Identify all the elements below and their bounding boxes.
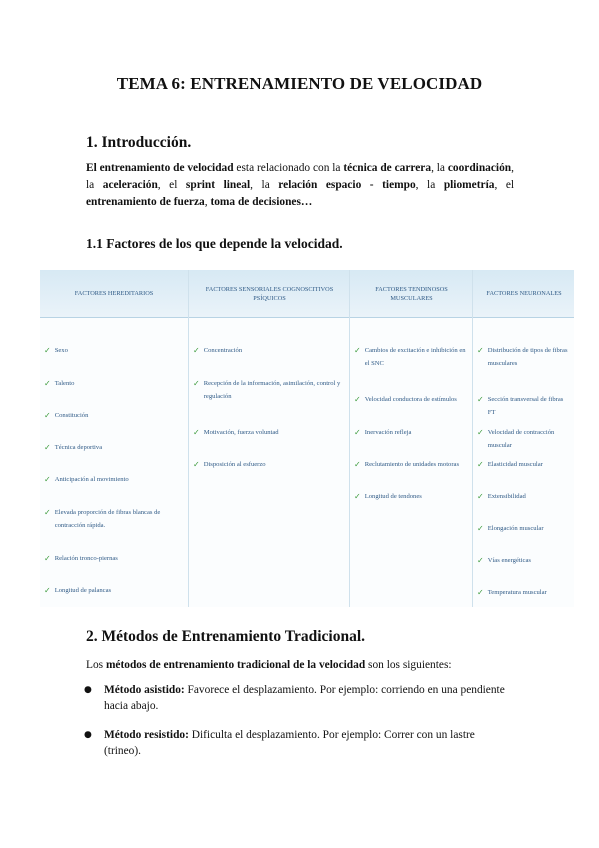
checkmark-icon: ✓ [477, 588, 484, 597]
factor-item-label: Extensibilidad [487, 493, 526, 500]
factor-item-label: Sección transversal de fibras FT [487, 396, 564, 416]
factor-item [193, 344, 346, 357]
factor-item-label: Talento [54, 380, 75, 387]
method-description: Favorece el desplazamiento. Por ejemplo: corriendo en una pendiente hacia abajo. [104, 684, 505, 712]
factor-item-label: Constitución [54, 412, 89, 419]
section-heading-introduction: 1. Introducción. [86, 134, 192, 151]
checkmark-icon: ✓ [44, 508, 51, 517]
method-label: Método asistido: [104, 684, 185, 696]
checkmark-icon: ✓ [477, 460, 484, 469]
checkmark-icon: ✓ [44, 379, 51, 388]
method-list-item [84, 727, 514, 759]
method-description: Dificulta el desplazamiento. Por ejemplo: Correr con un lastre (trineo). [104, 729, 475, 757]
factor-item-label: Temperatura muscular [487, 589, 547, 596]
factor-item-label: Concentración [203, 347, 243, 354]
text-run: , la [415, 179, 444, 191]
factor-item [477, 522, 571, 535]
factor-item [354, 344, 469, 370]
factor-item-label: Longitud de palancas [54, 587, 112, 594]
checkmark-icon: ✓ [44, 443, 51, 452]
factors-column [472, 270, 575, 607]
checkmark-icon: ✓ [477, 428, 484, 437]
checkmark-icon: ✓ [477, 556, 484, 565]
factors-table [40, 270, 574, 607]
bullet-icon: ● [84, 685, 92, 695]
bold-text-run: entrenamiento de fuerza [86, 196, 205, 208]
factor-item [193, 426, 346, 439]
factor-item [44, 409, 184, 422]
factor-item-label: Elevada proporción de fibras blancas de contracción rápida. [54, 509, 161, 529]
checkmark-icon: ✓ [193, 460, 200, 469]
factor-item [354, 426, 469, 439]
factor-item [44, 344, 184, 357]
bold-text-run: aceleración [102, 179, 158, 191]
checkmark-icon: ✓ [193, 428, 200, 437]
factor-item [44, 506, 184, 532]
checkmark-icon: ✓ [44, 411, 51, 420]
factor-item [44, 377, 184, 390]
document-title: TEMA 6: ENTRENAMIENTO DE VELOCIDAD [116, 74, 483, 93]
checkmark-icon: ✓ [354, 460, 361, 469]
factor-item [193, 377, 346, 403]
factor-item-label: Velocidad conductora de estímulos [364, 396, 457, 403]
checkmark-icon: ✓ [44, 475, 51, 484]
factor-item-label: Recepción de la información, asimilación, control y regulación [203, 380, 341, 400]
text-run: , [204, 196, 211, 208]
factor-item [354, 490, 469, 503]
checkmark-icon: ✓ [354, 492, 361, 501]
factor-item [354, 458, 469, 471]
factor-item [477, 426, 571, 452]
factor-item-label: Sexo [54, 347, 68, 354]
factor-item-label: Anticipación al movimiento [54, 476, 129, 483]
factor-item [193, 458, 346, 471]
factor-item-label: Reclutamiento de unidades motoras [364, 461, 460, 468]
text-run: esta relacionado con la [233, 162, 344, 174]
factor-item [44, 473, 184, 486]
text-run: , la [86, 162, 514, 191]
factor-item-label: Cambios de excitación e inhibición en el SNC [364, 347, 466, 367]
factors-column [188, 270, 350, 607]
factor-item [477, 393, 571, 419]
bold-text-run: El entrenamiento de velocidad [86, 162, 234, 174]
factor-item [477, 554, 571, 567]
section-heading-methods: 2. Métodos de Entrenamiento Tradicional. [86, 628, 365, 645]
text-run: Los [86, 659, 106, 671]
checkmark-icon: ✓ [477, 346, 484, 355]
bold-text-run: técnica de carrera [343, 162, 432, 174]
factor-item [477, 490, 571, 503]
bold-text-run: métodos de entrenamiento tradicional de la velocidad [105, 659, 366, 671]
method-label: Método resistido: [104, 729, 189, 741]
checkmark-icon: ✓ [477, 524, 484, 533]
factor-item [44, 552, 184, 565]
factor-item-label: Velocidad de contracción muscular [487, 429, 555, 449]
methods-intro-paragraph [86, 657, 514, 674]
text-run: , la [250, 179, 279, 191]
factor-item-label: Longitud de tendones [364, 493, 422, 500]
factor-item-label: Elongación muscular [487, 525, 544, 532]
bold-text-run: coordinación [447, 162, 512, 174]
factor-item [44, 584, 184, 597]
factor-item [354, 393, 469, 406]
section-heading-factors: 1.1 Factores de los que depende la velocidad. [86, 236, 343, 251]
checkmark-icon: ✓ [354, 428, 361, 437]
factor-item-label: Distribución de tipos de fibras musculares [487, 347, 568, 367]
text-run: , el [157, 179, 186, 191]
factors-column [349, 270, 473, 607]
factor-item-label: Vías energéticas [487, 557, 531, 564]
checkmark-icon: ✓ [354, 346, 361, 355]
bold-text-run: toma de decisiones… [210, 196, 313, 208]
factor-item [477, 586, 571, 599]
factor-item-label: Motivación, fuerza voluntad [203, 429, 279, 436]
factors-column-header: FACTORES HEREDITARIOS [74, 290, 154, 297]
factor-item [477, 458, 571, 471]
checkmark-icon: ✓ [193, 379, 200, 388]
bold-text-run: sprint lineal [185, 179, 251, 191]
introduction-paragraph [86, 160, 514, 211]
checkmark-icon: ✓ [354, 395, 361, 404]
text-run: son los siguientes: [365, 659, 452, 671]
factor-item-label: Inervación refleja [364, 429, 412, 436]
factor-item [44, 441, 184, 454]
checkmark-icon: ✓ [477, 492, 484, 501]
bold-text-run: pliometría [443, 179, 495, 191]
checkmark-icon: ✓ [477, 395, 484, 404]
factors-column-header: FACTORES NEURONALES [486, 290, 562, 297]
factor-item-label: Relación tronco-piernas [54, 555, 118, 562]
factor-item-label: Elasticidad muscular [487, 461, 543, 468]
checkmark-icon: ✓ [44, 586, 51, 595]
bullet-icon: ● [84, 730, 92, 740]
text-run: , la [431, 162, 448, 174]
method-list-item [84, 682, 514, 714]
factor-item-label: Disposición al esfuerzo [203, 461, 266, 468]
checkmark-icon: ✓ [44, 346, 51, 355]
factors-column [40, 270, 188, 607]
factor-item [477, 344, 571, 370]
bold-text-run: relación espacio - tiempo [278, 179, 416, 191]
text-run: , el [494, 179, 515, 191]
checkmark-icon: ✓ [44, 554, 51, 563]
factor-item-label: Técnica deportiva [54, 444, 103, 451]
checkmark-icon: ✓ [193, 346, 200, 355]
factors-column-header: FACTORES TENDINOSOS MUSCULARES [375, 285, 448, 302]
factors-column-header: FACTORES SENSORIALES COGNOSCITIVOS PSÍQUICOS [205, 285, 334, 302]
